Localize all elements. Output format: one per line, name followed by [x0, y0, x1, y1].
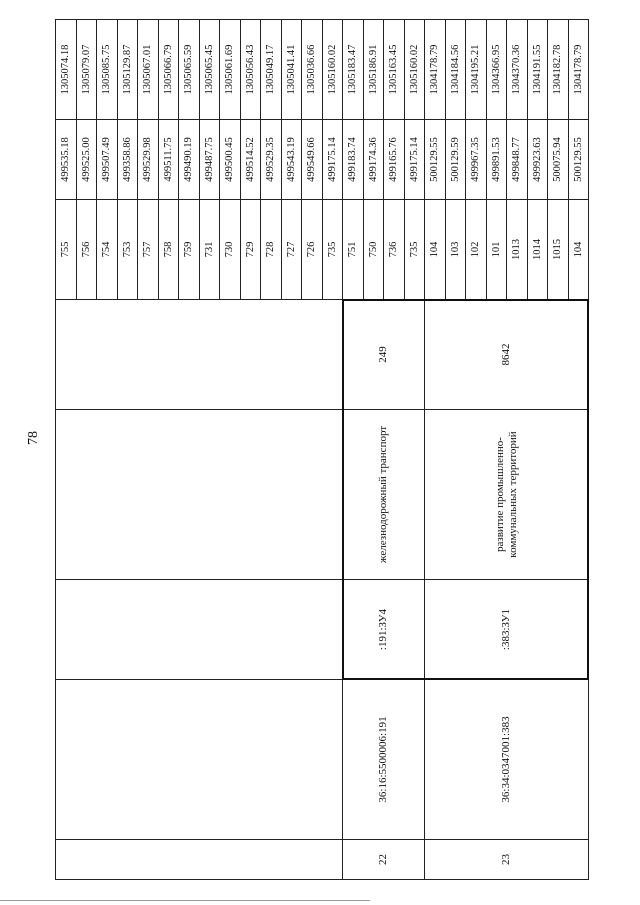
y-coordinate: 1305049.17 [260, 19, 282, 120]
cadastral-number-cell: 36:16:5500006:191 [342, 679, 425, 840]
page-number: 78 [26, 431, 41, 445]
y-coordinate: 1305067.01 [137, 19, 159, 120]
point-number: 756 [76, 199, 98, 300]
x-coordinate: 499535.18 [55, 119, 77, 200]
point-number: 735 [322, 199, 344, 300]
y-coordinate: 1305066.79 [158, 19, 180, 120]
point-number: 750 [363, 199, 385, 300]
x-coordinate: 499175.14 [404, 119, 426, 200]
point-number: 755 [55, 199, 77, 300]
y-coordinate: 1305085.75 [96, 19, 118, 120]
point-number: 759 [178, 199, 200, 300]
y-coordinate: 1305129.87 [117, 19, 139, 120]
point-number: 1013 [506, 199, 528, 300]
point-number: 1014 [527, 199, 549, 300]
y-coordinate: 1305065.59 [178, 19, 200, 120]
x-coordinate: 499174.36 [363, 119, 385, 200]
y-coordinate: 1305183.47 [342, 19, 364, 120]
parcel-designation-cell: :383:ЗУ1 [424, 579, 589, 680]
y-coordinate: 1305163.45 [383, 19, 405, 120]
x-coordinate: 499967.35 [465, 119, 487, 200]
point-number: 731 [199, 199, 221, 300]
x-coordinate: 500075.94 [547, 119, 569, 200]
x-coordinate: 500129.55 [568, 119, 590, 200]
point-number: 104 [568, 199, 590, 300]
area-cell [55, 299, 343, 410]
permitted-use-cell [55, 409, 343, 580]
x-coordinate: 500129.59 [445, 119, 467, 200]
coordinates-table-body [55, 20, 584, 880]
x-coordinate: 499183.74 [342, 119, 364, 200]
x-coordinate: 499175.14 [322, 119, 344, 200]
permitted-use-cell: развитие промышленно-коммунальных территорий [424, 409, 589, 580]
coordinates-table [55, 20, 584, 880]
x-coordinate: 499848.77 [506, 119, 528, 200]
area-cell: 249 [342, 299, 425, 410]
y-coordinate: 1304370.36 [506, 19, 528, 120]
point-number: 754 [96, 199, 118, 300]
y-coordinate: 1304182.78 [547, 19, 569, 120]
point-number: 1015 [547, 199, 569, 300]
area-cell: 8642 [424, 299, 589, 410]
y-coordinate: 1305160.02 [404, 19, 426, 120]
y-coordinate: 1305065.45 [199, 19, 221, 120]
y-coordinate: 1304195.21 [465, 19, 487, 120]
x-coordinate: 499549.66 [301, 119, 323, 200]
y-coordinate: 1304184.56 [445, 19, 467, 120]
x-coordinate: 499490.19 [178, 119, 200, 200]
x-coordinate: 499529.98 [137, 119, 159, 200]
point-number: 736 [383, 199, 405, 300]
point-number: 729 [240, 199, 262, 300]
x-coordinate: 499487.75 [199, 119, 221, 200]
point-number: 728 [260, 199, 282, 300]
x-coordinate: 499891.53 [486, 119, 508, 200]
y-coordinate: 1305036.66 [301, 19, 323, 120]
x-coordinate: 499165.76 [383, 119, 405, 200]
x-coordinate: 499543.19 [281, 119, 303, 200]
x-coordinate: 499514.52 [240, 119, 262, 200]
permitted-use-cell: железнодорожный транспорт [342, 409, 425, 580]
y-coordinate: 1305079.07 [76, 19, 98, 120]
point-number: 758 [158, 199, 180, 300]
x-coordinate: 499358.86 [117, 119, 139, 200]
point-number: 103 [445, 199, 467, 300]
record-number-cell: 22 [342, 839, 425, 880]
x-coordinate: 499507.49 [96, 119, 118, 200]
point-number: 104 [424, 199, 446, 300]
y-coordinate: 1305186.91 [363, 19, 385, 120]
y-coordinate: 1304178.79 [568, 19, 590, 120]
point-number: 727 [281, 199, 303, 300]
point-number: 735 [404, 199, 426, 300]
parcel-designation-cell [55, 579, 343, 680]
y-coordinate: 1305041.41 [281, 19, 303, 120]
x-coordinate: 499511.75 [158, 119, 180, 200]
x-coordinate: 499923.63 [527, 119, 549, 200]
x-coordinate: 499500.45 [219, 119, 241, 200]
x-coordinate: 499525.00 [76, 119, 98, 200]
point-number: 102 [465, 199, 487, 300]
record-number-cell: 23 [424, 839, 589, 880]
y-coordinate: 1305074.18 [55, 19, 77, 120]
x-coordinate: 499529.35 [260, 119, 282, 200]
point-number: 751 [342, 199, 364, 300]
point-number: 101 [486, 199, 508, 300]
cadastral-number-cell: 36:34:0347001:383 [424, 679, 589, 840]
x-coordinate: 500129.55 [424, 119, 446, 200]
scan-edge-line [0, 900, 370, 901]
point-number: 726 [301, 199, 323, 300]
y-coordinate: 1305061.69 [219, 19, 241, 120]
y-coordinate: 1304178.79 [424, 19, 446, 120]
y-coordinate: 1305056.43 [240, 19, 262, 120]
point-number: 730 [219, 199, 241, 300]
point-number: 757 [137, 199, 159, 300]
record-number-cell [55, 839, 343, 880]
y-coordinate: 1304366.95 [486, 19, 508, 120]
parcel-designation-cell: :191:ЗУ4 [342, 579, 425, 680]
y-coordinate: 1305160.02 [322, 19, 344, 120]
cadastral-number-cell [55, 679, 343, 840]
point-number: 753 [117, 199, 139, 300]
y-coordinate: 1304191.55 [527, 19, 549, 120]
